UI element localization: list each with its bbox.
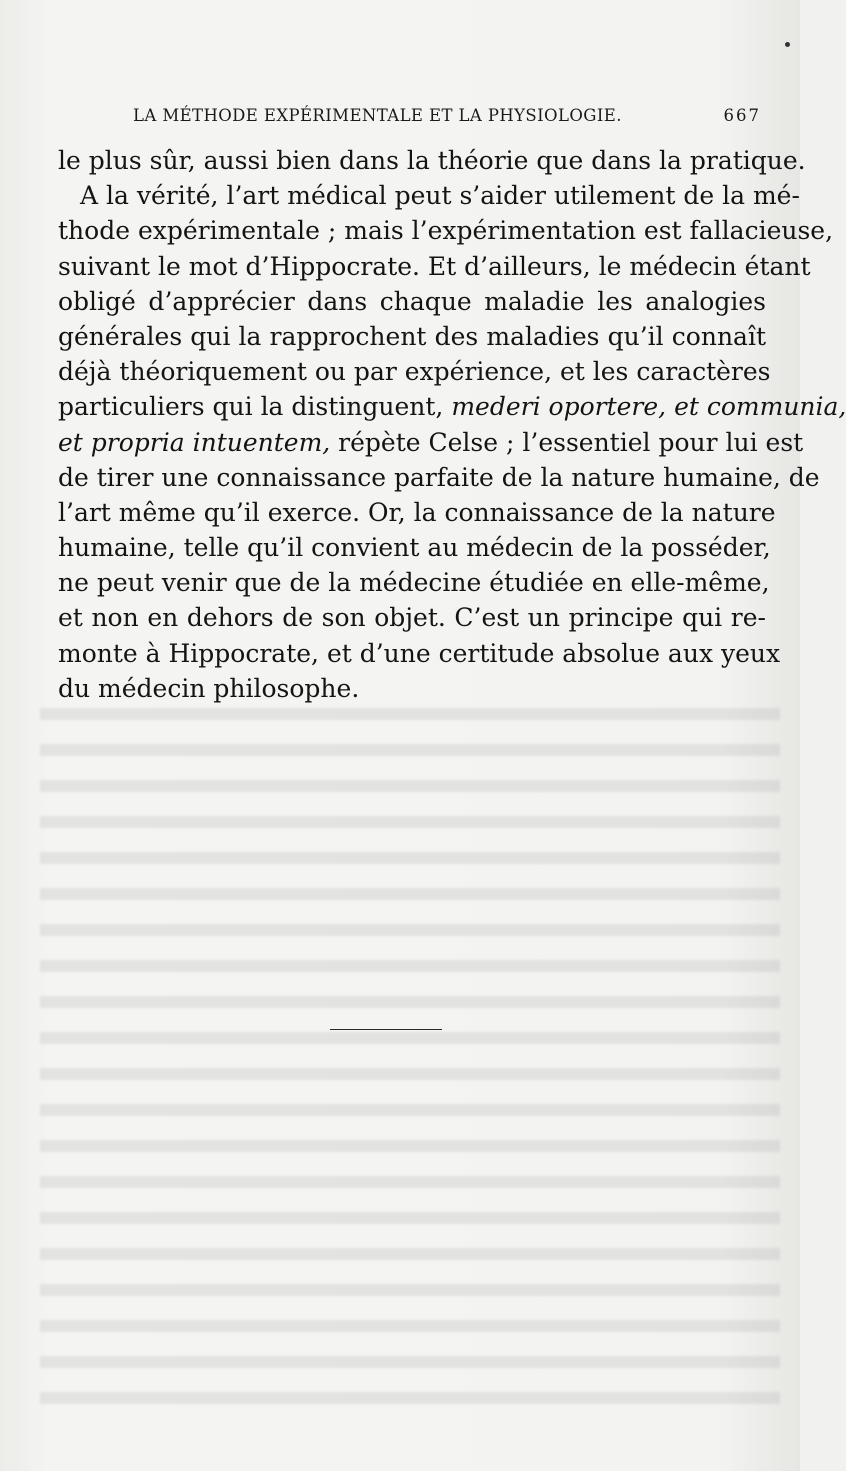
text-line: suivant le mot d’Hippocrate. Et d’ailleurs, le médecin étant (58, 251, 811, 281)
text-line: thode expérimentale ; mais l’expérimentation est fallacieuse, (58, 216, 834, 246)
text-span: particuliers qui la distinguent, (58, 392, 444, 422)
text-line: et non en dehors de son objet. C’est un principe qui re- (58, 603, 766, 633)
text-line: A la vérité, l’art médical peut s’aider utilement de la mé- (80, 181, 800, 211)
running-title: LA MÉTHODE EXPÉRIMENTALE ET LA PHYSIOLOGIE. (133, 106, 622, 125)
text-line: humaine, telle qu’il convient au médecin de la posséder, (58, 533, 771, 563)
text-line: ne peut venir que de la médecine étudiée en elle-même, (58, 568, 770, 598)
latin-quote: mederi oportere, et communia, (451, 392, 846, 422)
text-line: monte à Hippocrate, et d’une certitude absolue aux yeux (58, 638, 781, 668)
text-line: l’art même qu’il exerce. Or, la connaissance de la nature (58, 497, 776, 527)
running-header (133, 106, 761, 132)
latin-quote: et propria intuentem, (58, 427, 331, 457)
text-line: le plus sûr, aussi bien dans la théorie que dans la pratique. (58, 146, 806, 175)
text-line (58, 389, 846, 424)
section-divider (330, 1029, 442, 1030)
text-line: déjà théoriquement ou par expérience, et les caractères (58, 357, 771, 387)
print-speck (785, 42, 790, 47)
show-through-text (40, 690, 780, 1410)
page-number: 667 (723, 106, 761, 125)
text-span: répète Celse ; l’essentiel pour lui est (330, 427, 804, 457)
text-line: obligé d’apprécier dans chaque maladie les analogies (58, 286, 766, 316)
text-line: générales qui la rapprochent des maladies qu’il connaît (58, 321, 766, 351)
text-line (58, 425, 804, 460)
text-line: de tirer une connaissance parfaite de la nature humaine, de (58, 462, 820, 492)
text-line: du médecin philosophe. (58, 673, 360, 703)
body-text (58, 143, 846, 706)
